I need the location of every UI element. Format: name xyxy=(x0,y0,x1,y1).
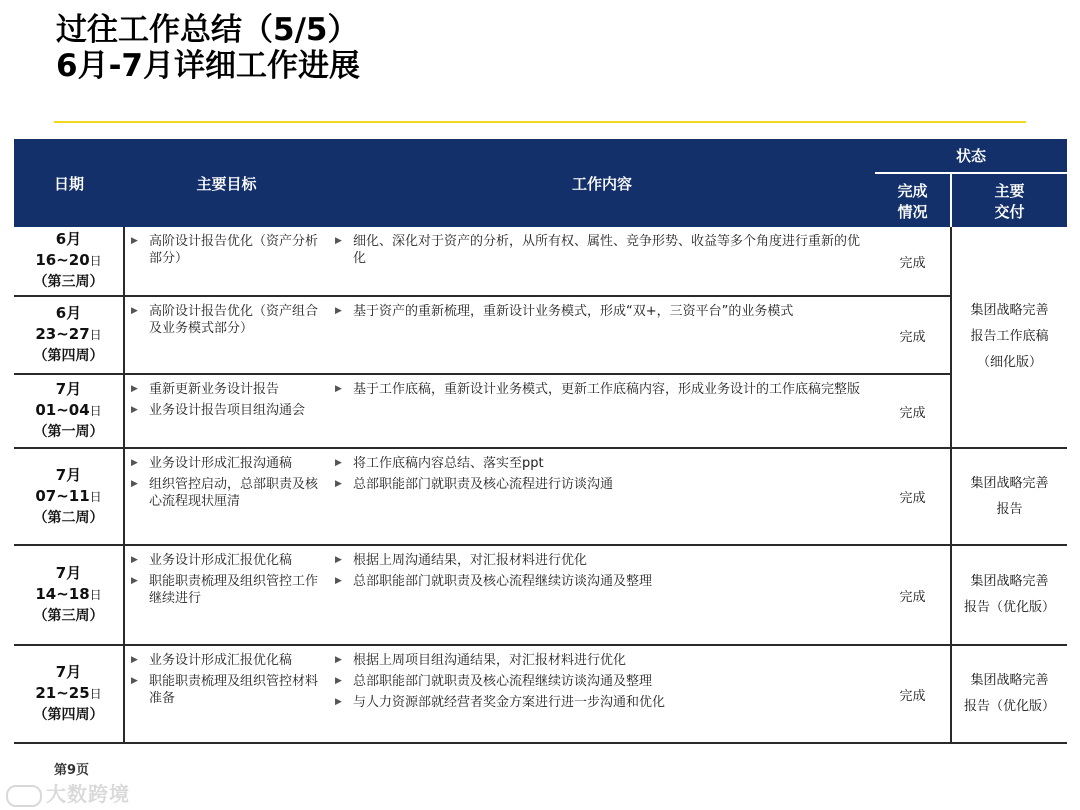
date-cell xyxy=(14,448,124,545)
content-item: ▶ 基于工作底稿，重新设计业务模式，更新工作底稿内容，形成业务设计的工作底稿完整版 xyxy=(329,381,871,398)
deliverable-line: 报告（优化版） xyxy=(964,600,1056,615)
page-number: 第9页 xyxy=(54,763,90,778)
goal-item: ▶ 职能职责梳理及组织管控工作继续进行 xyxy=(125,573,325,607)
content-item: ▶ 总部职能部门就职责及核心流程进行访谈沟通 xyxy=(329,476,871,493)
date-week: （第四周） xyxy=(33,348,104,364)
deliverable-line: 集团战略完善 xyxy=(970,303,1049,318)
deliverable-cell-merged xyxy=(951,227,1067,448)
content-item: ▶ 总部职能部门就职责及核心流程继续访谈沟通及整理 xyxy=(329,673,871,690)
goal-cell xyxy=(124,448,329,545)
content-item: ▶ 将工作底稿内容总结、落实至ppt xyxy=(329,455,871,472)
date-week: （第四周） xyxy=(33,707,104,723)
completion-cell: 完成 xyxy=(875,374,951,448)
date-range-value: 14~18 xyxy=(35,585,90,603)
date-range-value: 01~04 xyxy=(35,401,90,419)
completion-cell: 完成 xyxy=(875,296,951,374)
content-cell xyxy=(329,448,875,545)
watermark-text: 大数跨境 xyxy=(46,782,130,806)
deliverable-cell xyxy=(951,545,1067,645)
date-month: 7月 xyxy=(55,380,82,398)
content-item: ▶ 根据上周项目组沟通结果，对汇报材料进行优化 xyxy=(329,652,871,669)
header-content: 工作内容 xyxy=(329,139,875,227)
goal-item: ▶ 高阶设计报告优化（资产组合及业务模式部分） xyxy=(125,303,325,337)
date-range xyxy=(14,324,123,346)
deliverable-line: 集团战略完善 xyxy=(970,475,1049,491)
goal-item: ▶ 业务设计报告项目组沟通会 xyxy=(125,402,325,419)
goal-item: ▶ 业务设计形成汇报优化稿 xyxy=(125,652,325,669)
header-deliverable-l1: 主要 xyxy=(994,181,1025,200)
header-completion xyxy=(875,173,951,227)
date-day-unit: 日 xyxy=(89,328,102,342)
date-month: 7月 xyxy=(55,663,82,681)
deliverable-cell xyxy=(951,448,1067,545)
date-range-value: 21~25 xyxy=(35,684,90,702)
content-cell xyxy=(329,227,875,296)
deliverable-cell xyxy=(951,645,1067,743)
progress-table xyxy=(14,139,1067,744)
content-cell xyxy=(329,645,875,743)
date-cell xyxy=(14,374,124,448)
deliverable-line: 集团战略完善 xyxy=(970,673,1049,688)
header-goal: 主要目标 xyxy=(124,139,329,227)
date-range xyxy=(14,400,123,422)
header-deliverable xyxy=(951,173,1067,227)
table-row xyxy=(14,227,1067,296)
date-day-unit: 日 xyxy=(89,404,102,418)
date-range-value: 07~11 xyxy=(35,486,90,505)
deliverable-line: 报告 xyxy=(996,501,1023,517)
table-row xyxy=(14,448,1067,545)
deliverable-line: 报告（优化版） xyxy=(964,699,1056,714)
table-row xyxy=(14,296,1067,374)
goal-cell xyxy=(124,545,329,645)
content-item: ▶ 根据上周沟通结果，对汇报材料进行优化 xyxy=(329,552,871,569)
content-item: ▶ 基于资产的重新梳理，重新设计业务模式，形成“双+，三资平台”的业务模式 xyxy=(329,303,871,320)
completion-cell: 完成 xyxy=(875,545,951,645)
title-divider xyxy=(54,121,1026,123)
date-cell xyxy=(14,296,124,374)
goal-cell xyxy=(124,227,329,296)
content-item: ▶ 细化、深化对于资产的分析，从所有权、属性、竞争形势、收益等多个角度进行重新的优化 xyxy=(329,233,871,267)
date-month: 7月 xyxy=(55,564,82,582)
goal-item: ▶ 职能职责梳理及组织管控材料准备 xyxy=(125,673,325,707)
date-week: （第三周） xyxy=(33,608,104,624)
date-month: 7月 xyxy=(55,465,82,484)
date-week: （第一周） xyxy=(33,424,104,440)
completion-cell: 完成 xyxy=(875,227,951,296)
date-range xyxy=(14,486,123,508)
date-cell xyxy=(14,227,124,296)
goal-item: ▶ 高阶设计报告优化（资产分析部分） xyxy=(125,233,325,267)
date-day-unit: 日 xyxy=(89,254,102,268)
date-range xyxy=(14,683,123,705)
date-week: （第三周） xyxy=(33,274,104,290)
title-line-2: 6月-7月详细工作进展 xyxy=(56,48,361,84)
date-day-unit: 日 xyxy=(89,489,102,504)
date-week: （第二周） xyxy=(33,509,104,526)
content-cell xyxy=(329,296,875,374)
deliverable-line: 集团战略完善 xyxy=(970,574,1049,589)
content-cell xyxy=(329,545,875,645)
content-cell xyxy=(329,374,875,448)
date-cell xyxy=(14,545,124,645)
completion-cell: 完成 xyxy=(875,448,951,545)
deliverable-line: （细化版） xyxy=(977,355,1043,370)
content-item: ▶ 与人力资源部就经营者奖金方案进行进一步沟通和优化 xyxy=(329,694,871,711)
date-day-unit: 日 xyxy=(89,687,102,701)
date-range xyxy=(14,250,123,272)
header-deliverable-l2: 交付 xyxy=(994,202,1025,221)
date-cell xyxy=(14,645,124,743)
header-status: 状态 xyxy=(875,139,1067,173)
header-date: 日期 xyxy=(14,139,124,227)
watermark-logo-icon xyxy=(6,785,42,807)
goal-cell xyxy=(124,645,329,743)
date-range-value: 23~27 xyxy=(35,325,90,343)
goal-cell xyxy=(124,374,329,448)
table-row xyxy=(14,374,1067,448)
table-row xyxy=(14,645,1067,743)
page-title xyxy=(56,12,360,84)
title-line-1: 过往工作总结（5/5） xyxy=(56,12,359,48)
date-month: 6月 xyxy=(55,304,82,322)
date-day-unit: 日 xyxy=(89,588,102,602)
deliverable-line: 报告工作底稿 xyxy=(970,329,1049,344)
goal-cell xyxy=(124,296,329,374)
goal-item: ▶ 业务设计形成汇报沟通稿 xyxy=(125,455,325,472)
header-completion-l1: 完成 xyxy=(897,181,928,200)
goal-item: ▶ 业务设计形成汇报优化稿 xyxy=(125,552,325,569)
goal-item: ▶ 组织管控启动，总部职责及核心流程现状厘清 xyxy=(125,476,325,510)
date-range-value: 16~20 xyxy=(35,251,90,269)
header-completion-l2: 情况 xyxy=(897,202,928,221)
content-item: ▶ 总部职能部门就职责及核心流程继续访谈沟通及整理 xyxy=(329,573,871,590)
table-row xyxy=(14,545,1067,645)
date-range xyxy=(14,584,123,606)
goal-item: ▶ 重新更新业务设计报告 xyxy=(125,381,325,398)
completion-cell: 完成 xyxy=(875,645,951,743)
watermark xyxy=(6,778,130,807)
date-month: 6月 xyxy=(55,230,82,248)
